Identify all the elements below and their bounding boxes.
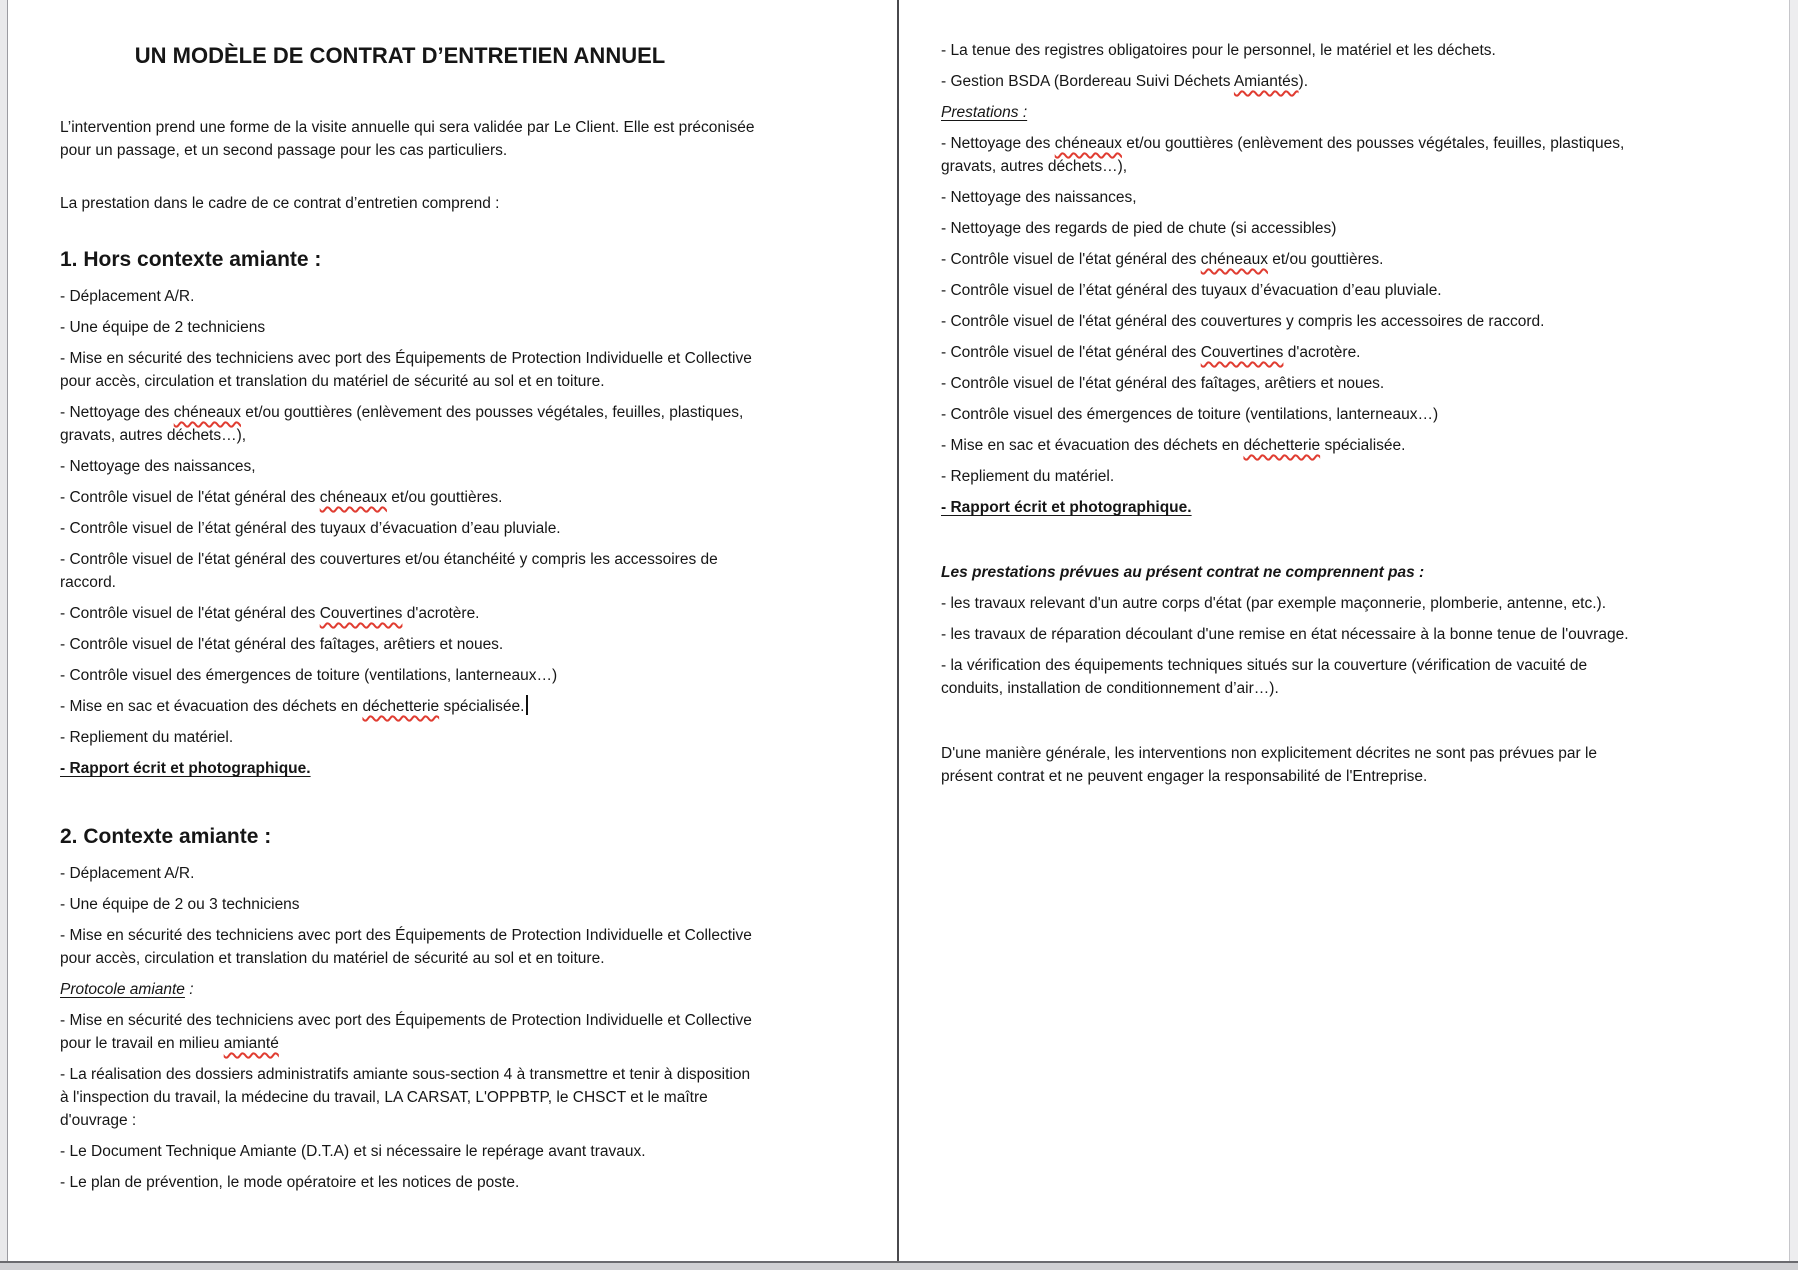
misspelled-word: déchetterie [1243, 437, 1321, 454]
paragraph[interactable]: - Contrôle visuel de l'état général des couvertures y compris les accessoires de raccord. [941, 313, 1545, 330]
misspelled-word: chéneaux [1200, 251, 1268, 268]
paragraph[interactable]: - Nettoyage des naissances, [60, 458, 256, 475]
paragraph[interactable]: - Déplacement A/R. [60, 288, 195, 305]
paragraph[interactable]: - Contrôle visuel de l'état général des couvertures et/ou étanchéité y compris les accessoires de raccord. [60, 551, 718, 591]
paragraph[interactable]: - les travaux de réparation découlant d'une remise en état nécessaire à la bonne tenue de l'ouvrage. [941, 626, 1629, 643]
paragraph[interactable]: - Rapport écrit et photographique. [60, 760, 311, 777]
paragraph[interactable]: - Contrôle visuel de l'état général des Couvertines d'acrotère. [941, 344, 1361, 361]
paragraph[interactable]: - Contrôle visuel de l’état général des tuyaux d’évacuation d’eau pluviale. [941, 282, 1442, 299]
paragraph[interactable]: - La réalisation des dossiers administratifs amiante sous-section 4 à transmettre et tenir à disposition à l'inspection du travail, la médecine du travail, LA CARSAT, L'OPPBTP, le CHSCT et le maître d'ouvrage : [60, 1066, 751, 1129]
subheading[interactable]: Prestations : [941, 104, 1028, 121]
misspelled-word: déchetterie [362, 698, 440, 715]
paragraph[interactable]: - Le Document Technique Amiante (D.T.A) et si nécessaire le repérage avant travaux. [60, 1143, 646, 1160]
paragraph[interactable]: - Rapport écrit et photographique. [941, 499, 1192, 516]
paragraph[interactable]: - les travaux relevant d'un autre corps d'état (par exemple maçonnerie, plomberie, antenne, etc.). [941, 595, 1607, 612]
paragraph[interactable]: - La tenue des registres obligatoires pour le personnel, le matériel et les déchets. [941, 42, 1496, 59]
section-heading[interactable]: 1. Hors contexte amiante : [60, 248, 322, 271]
text-cursor [526, 695, 528, 715]
document-title[interactable]: UN MODÈLE DE CONTRAT D’ENTRETIEN ANNUEL [134, 43, 666, 68]
paragraph[interactable]: - Une équipe de 2 ou 3 techniciens [60, 896, 300, 913]
paragraph[interactable]: - Repliement du matériel. [941, 468, 1115, 485]
paragraph[interactable]: - Le plan de prévention, le mode opératoire et les notices de poste. [60, 1174, 520, 1191]
paragraph[interactable]: L’intervention prend une forme de la visite annuelle qui sera validée par Le Client. Elle est préconisée pour un passage, et un second passage pour les cas particuliers. [60, 119, 755, 159]
paragraph[interactable]: - Mise en sécurité des techniciens avec port des Équipements de Protection Individuelle et Collective pour accès, circulation et translation du matériel de sécurité au sol et en toiture. [60, 350, 752, 390]
paragraph[interactable]: - Contrôle visuel de l'état général des chéneaux et/ou gouttières. [941, 251, 1384, 268]
page-bottom-edge [0, 1261, 1798, 1270]
paragraph[interactable]: - Contrôle visuel de l’état général des tuyaux d’évacuation d’eau pluviale. [60, 520, 561, 537]
paragraph[interactable]: - Contrôle visuel des émergences de toiture (ventilations, lanterneaux…) [60, 667, 558, 684]
misspelled-word: chéneaux [319, 489, 387, 506]
paragraph[interactable]: - Nettoyage des regards de pied de chute (si accessibles) [941, 220, 1337, 237]
paragraph[interactable]: - Contrôle visuel de l'état général des faîtages, arêtiers et noues. [60, 636, 504, 653]
paragraph[interactable]: - Contrôle visuel de l'état général des chéneaux et/ou gouttières. [60, 489, 503, 506]
paragraph[interactable]: - Gestion BSDA (Bordereau Suivi Déchets Amiantés). [941, 73, 1309, 90]
paragraph[interactable]: D'une manière générale, les interventions non explicitement décrites ne sont pas prévues par le présent contrat et ne peuvent engager la responsabilité de l'Entreprise. [941, 745, 1598, 785]
page-right[interactable] [900, 0, 1788, 1261]
left-margin-gutter [0, 0, 8, 1261]
misspelled-word: amianté [223, 1035, 279, 1052]
paragraph[interactable]: - Contrôle visuel de l'état général des Couvertines d'acrotère. [60, 605, 480, 622]
paragraph[interactable]: - Nettoyage des naissances, [941, 189, 1137, 206]
paragraph[interactable]: La prestation dans le cadre de ce contrat d’entretien comprend : [60, 195, 500, 212]
paragraph[interactable]: Les prestations prévues au présent contrat ne comprennent pas : [941, 564, 1425, 581]
paragraph[interactable]: - Mise en sécurité des techniciens avec port des Équipements de Protection Individuelle et Collective pour accès, circulation et translation du matériel de sécurité au sol et en toiture. [60, 927, 752, 967]
page-divider [897, 0, 899, 1261]
paragraph[interactable]: - Nettoyage des chéneaux et/ou gouttières (enlèvement des pousses végétales, feuilles, plastiques, gravats, autres déchets…), [941, 135, 1625, 175]
paragraph[interactable]: - Une équipe de 2 techniciens [60, 319, 266, 336]
misspelled-word: Amiantés [1233, 73, 1299, 90]
misspelled-word: chéneaux [173, 404, 241, 421]
right-margin-gutter [1789, 0, 1798, 1261]
page-left[interactable] [8, 0, 896, 1261]
paragraph[interactable]: - Repliement du matériel. [60, 729, 234, 746]
misspelled-word: Couvertines [319, 605, 403, 622]
paragraph[interactable]: - Nettoyage des chéneaux et/ou gouttières (enlèvement des pousses végétales, feuilles, plastiques, gravats, autres déchets…), [60, 404, 744, 444]
paragraph[interactable]: - Mise en sécurité des techniciens avec port des Équipements de Protection Individuelle et Collective pour le travail en milieu amianté [60, 1012, 752, 1052]
misspelled-word: chéneaux [1054, 135, 1122, 152]
paragraph[interactable]: - la vérification des équipements techniques situés sur la couverture (vérification de vacuité de conduits, installation de conditionnement d’air…). [941, 657, 1588, 697]
paragraph[interactable]: - Contrôle visuel des émergences de toiture (ventilations, lanterneaux…) [941, 406, 1439, 423]
paragraph[interactable]: - Contrôle visuel de l'état général des faîtages, arêtiers et noues. [941, 375, 1385, 392]
subheading[interactable]: Protocole amiante : [60, 981, 194, 998]
paragraph[interactable]: - Mise en sac et évacuation des déchets en déchetterie spécialisée. [941, 437, 1406, 454]
paragraph[interactable]: - Déplacement A/R. [60, 865, 195, 882]
section-heading[interactable]: 2. Contexte amiante : [60, 825, 272, 848]
paragraph[interactable]: - Mise en sac et évacuation des déchets en déchetterie spécialisée. [60, 695, 896, 718]
misspelled-word: Couvertines [1200, 344, 1284, 361]
